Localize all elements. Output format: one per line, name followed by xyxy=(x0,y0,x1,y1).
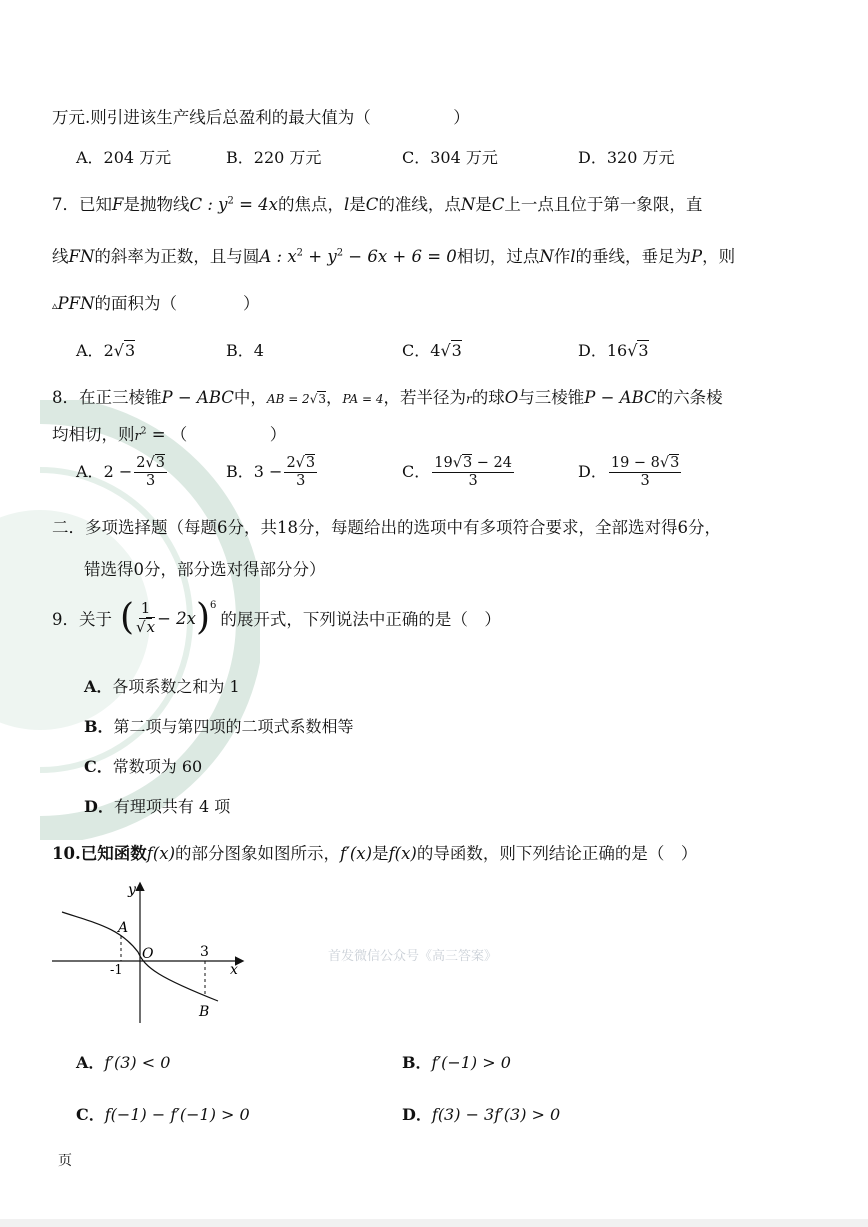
q8-O: O xyxy=(504,388,519,407)
q8-ab: AB = 2 xyxy=(266,392,310,406)
q9-option-d xyxy=(84,794,230,817)
q7-c-coef: 4 xyxy=(430,341,441,360)
label-A: A xyxy=(118,920,129,936)
q7-line-1 xyxy=(52,191,702,215)
q9-num: 1 xyxy=(140,598,151,617)
q6-tail-text: 万元.则引进该生产线后总盈利的最大值为（ ） xyxy=(52,108,470,127)
q10-function-graph xyxy=(50,878,260,1028)
q8-b-pre: 3 − xyxy=(253,462,283,482)
option-label: C． xyxy=(402,462,431,482)
q8-option-c xyxy=(402,456,516,489)
q10-text: 的部分图象如图所示， xyxy=(175,844,341,863)
q10-option-c xyxy=(76,1102,250,1125)
q8-line-2 xyxy=(52,421,286,445)
q9-power: 6 xyxy=(210,600,217,611)
label-neg1: -1 xyxy=(110,963,123,978)
q7-text: ，则 xyxy=(702,247,736,266)
q7-F: F xyxy=(112,195,124,214)
option-expr: f(3) − 3f′(3) > 0 xyxy=(431,1105,561,1124)
option-text: 各项系数之和为 1 xyxy=(112,677,240,696)
option-label: C． xyxy=(402,341,431,360)
q8-option-b xyxy=(226,456,319,489)
section-2-heading: 二．多项选择题（每题6分，共18分，每题给出的选项中有多项符合要求，全部选对得6分， xyxy=(52,518,721,537)
page-footer-label: 页 xyxy=(58,1153,72,1169)
q7-text: 作 xyxy=(553,247,571,266)
q7-text: 的焦点， xyxy=(277,195,344,214)
q7-circle: − 6x + 6 = 0 xyxy=(343,247,457,266)
q8-r: r xyxy=(134,429,141,444)
q8-d-num: 19 − 8 xyxy=(610,455,660,471)
q8-text: 中， xyxy=(233,388,267,407)
fraction: $\frac{19√3 - 24}{3}$ xyxy=(434,455,513,490)
q7-C: C xyxy=(491,195,505,214)
q10-option-a xyxy=(76,1050,170,1073)
option-label: B． xyxy=(84,717,114,736)
q8-c-rad: 3 xyxy=(462,455,473,471)
q8-a-pre: 2 − xyxy=(103,462,133,482)
q7-text: 是 xyxy=(349,195,366,214)
triangle-icon: ▵ xyxy=(52,299,58,312)
q6-option-c: C．304 万元 xyxy=(402,148,498,167)
fraction: $\frac{19 - 8√3}{3}$ xyxy=(610,455,680,490)
q10-text: 是 xyxy=(372,844,389,863)
q7-text: 上一点且位于第一象限，直 xyxy=(504,195,703,214)
q7-N: N xyxy=(460,195,476,214)
fraction: $\frac{1}{√x}$ xyxy=(136,598,156,636)
q8-a-num: 2 xyxy=(136,455,146,471)
q8-c-num: 19 xyxy=(434,455,453,471)
q8-b-den: 3 xyxy=(296,473,306,490)
q8-r-sq: 2 xyxy=(140,426,147,437)
q9-option-c xyxy=(84,754,202,777)
q6-option-b: B．220 万元 xyxy=(226,148,322,167)
q7-text: 是 xyxy=(475,195,492,214)
q8-text: ， xyxy=(326,388,343,407)
q8-d-den: 3 xyxy=(640,473,650,490)
option-label: D． xyxy=(578,341,607,360)
q7-option-a: A．2√3 xyxy=(76,341,136,360)
q7-option-c: C．4√3 xyxy=(402,341,462,360)
q7-sq: 2 xyxy=(227,195,234,207)
q8-text: 的球 xyxy=(471,388,505,407)
q7-a-coef: 2 xyxy=(103,341,114,360)
q8-text: 的六条棱 xyxy=(656,388,723,407)
q9-tail: 的展开式，下列说法中正确的是（ ） xyxy=(220,610,501,629)
q7-text: 相切，过点 xyxy=(456,247,540,266)
q8-c-post: − 24 xyxy=(472,455,513,471)
q7-option-b xyxy=(226,338,264,361)
q6-option-d: D．320 万元 xyxy=(578,148,675,167)
q7-circle: A : x xyxy=(259,247,297,266)
q8-pyramid: P − ABC xyxy=(161,388,234,407)
label-3: 3 xyxy=(200,944,209,960)
bottom-edge xyxy=(0,1219,868,1227)
q6-option-a: A．204 万元 xyxy=(76,148,172,167)
q7-line-3 xyxy=(52,290,260,314)
label-y: y xyxy=(128,882,136,898)
option-label: B． xyxy=(226,341,254,360)
q7-eq: = 4x xyxy=(233,195,278,214)
q10-lead: 10.已知函数 xyxy=(52,844,147,863)
q9-stem xyxy=(52,597,501,638)
q7-text: 的准线，点 xyxy=(378,195,461,214)
option-label: A． xyxy=(76,462,104,482)
q8-text: 与三棱锥 xyxy=(518,388,585,407)
q10-fx: f(x) xyxy=(388,844,417,863)
q7-text: 是抛物线 xyxy=(123,195,190,214)
q8-b-rad: 3 xyxy=(305,455,316,471)
q8-c-den: 3 xyxy=(468,473,478,490)
option-label: D． xyxy=(578,462,607,482)
label-x: x xyxy=(230,962,238,978)
option-label: D． xyxy=(402,1105,432,1124)
q7-text: 的面积为（ ） xyxy=(94,294,260,313)
q7-c-rad: 3 xyxy=(451,341,462,360)
q7-C: C xyxy=(365,195,379,214)
q7-text: 的垂线，垂足为 xyxy=(575,247,692,266)
q10-option-b xyxy=(402,1050,511,1073)
q8-d-rad: 3 xyxy=(670,455,680,471)
q7-l: l xyxy=(343,195,350,214)
q10-fx: f(x) xyxy=(146,844,176,863)
left-paren: ( xyxy=(120,597,135,638)
option-expr: f(−1) − f′(−1) > 0 xyxy=(104,1105,250,1124)
q8-text: 均相切，则 xyxy=(52,425,135,444)
q7-lead: 7．已知 xyxy=(52,195,112,214)
option-label: A． xyxy=(76,341,104,360)
q8-a-den: 3 xyxy=(145,473,156,490)
q8-text: 8．在正三棱锥 xyxy=(52,388,162,407)
q7-sq: 2 xyxy=(296,247,304,259)
section-2-heading-cont: 错选得0分，部分选对得部分分） xyxy=(84,560,326,579)
q8-b-num: 2 xyxy=(286,455,296,471)
q7-text: 的斜率为正数，且与圆 xyxy=(94,247,260,266)
option-label: A． xyxy=(76,1053,105,1072)
q9-term: − 2x xyxy=(157,608,196,628)
q8-pyramid: P − ABC xyxy=(584,388,657,407)
option-label: D． xyxy=(84,797,114,816)
q8-pa: PA = 4 xyxy=(342,392,384,406)
wechat-watermark: 首发微信公众号《高三答案》 xyxy=(328,949,498,964)
q7-parabola: C : y xyxy=(189,195,228,214)
option-expr: f′(−1) > 0 xyxy=(431,1053,511,1072)
q7-line-2 xyxy=(52,243,735,267)
q8-text: ，若半径为 xyxy=(383,388,466,407)
q10-option-d xyxy=(402,1102,560,1125)
q7-d-coef: 16 xyxy=(606,341,628,360)
q7-sq: 2 xyxy=(336,247,344,259)
q8-option-d xyxy=(578,456,683,489)
option-label: A． xyxy=(84,677,113,696)
option-text: 有理项共有 4 项 xyxy=(113,797,231,816)
q7-l: l xyxy=(570,247,576,266)
q7-P: P xyxy=(691,247,703,266)
q8-option-a xyxy=(76,456,169,489)
option-label: C． xyxy=(76,1105,105,1124)
q7-option-d: D．16√3 xyxy=(578,341,649,360)
q9-option-b xyxy=(84,714,354,737)
q8-ab-rad: 3 xyxy=(318,392,326,406)
option-expr: f′(3) < 0 xyxy=(104,1053,171,1072)
q7-N: N xyxy=(539,247,554,266)
right-paren: ) xyxy=(195,597,210,638)
fraction: $\frac{2√3}{3}$ xyxy=(286,455,316,490)
label-B: B xyxy=(199,1004,210,1020)
fraction: $\frac{2√3}{3}$ xyxy=(136,455,165,490)
option-label: B． xyxy=(402,1053,432,1072)
q9-option-a xyxy=(84,674,240,697)
q7-d-rad: 3 xyxy=(638,341,649,360)
q7-text: 线 xyxy=(52,247,69,266)
q7-b-val: 4 xyxy=(253,341,264,360)
q10-text: 的导函数，则下列结论正确的是（ ） xyxy=(416,844,698,863)
q9-lead: 9．关于 xyxy=(52,610,112,629)
option-text: 常数项为 60 xyxy=(112,757,203,776)
q7-circle: + y xyxy=(303,247,337,266)
option-text: 第二项与第四项的二项式系数相等 xyxy=(113,717,354,736)
q7-FN: FN xyxy=(68,247,95,266)
q7-a-rad: 3 xyxy=(124,341,136,360)
q9-x: x xyxy=(146,617,156,636)
q7-PFN: PFN xyxy=(57,294,95,313)
label-origin: O xyxy=(142,946,154,962)
q10-stem xyxy=(52,840,697,864)
q8-r: r xyxy=(465,392,472,406)
q8-line-1: 8．在正三棱锥P − ABC中，AB = 2√3，PA = 4，若半径为r的球O与三棱锥P − ABC的六条棱 xyxy=(52,388,723,407)
q8-a-rad: 3 xyxy=(155,455,165,471)
q10-fpx: f′(x) xyxy=(340,844,373,863)
option-label: B． xyxy=(226,462,254,482)
option-label: C． xyxy=(84,757,113,776)
q8-text: = （ ） xyxy=(146,425,287,444)
